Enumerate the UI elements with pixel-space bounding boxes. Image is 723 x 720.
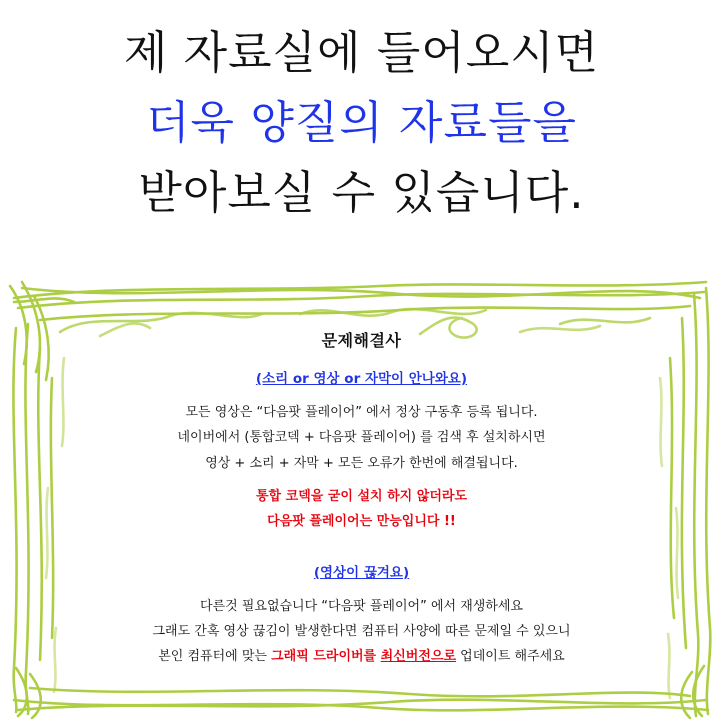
section2-last-prefix: 본인 컴퓨터에 맞는 [158, 649, 272, 665]
section1-line-2: 네이버에서 (통합코덱 + 다음팟 플레이어) 를 검색 후 설치하시면 [177, 430, 546, 446]
headline-line-2: 더욱 양질의 자료들을 [146, 95, 577, 149]
section1-red-line-2: 다음팟 플레이어는 만능입니다 !! [267, 514, 456, 530]
spacer-2 [60, 535, 663, 561]
section2-last-suffix: 업데이트 해주세요 [456, 649, 565, 665]
headline-line-1: 제 자료실에 들어오시면 [123, 26, 600, 79]
section2-heading-text: (영상이 끊겨요) [313, 564, 410, 581]
spacer-1 [60, 476, 663, 484]
section1-heading-text: (소리 or 영상 or 자막이 안나와요) [255, 371, 468, 387]
section1-red-line-1: 통합 코덱을 굳이 설치 하지 않더라도 [256, 489, 467, 505]
section2-last-highlight-1: 그래픽 드라이버를 [271, 649, 381, 665]
section2-heading [60, 561, 663, 581]
section1-line-1: 모든 영상은 “다음팟 플레이어” 에서 정상 구동후 등록 됩니다. [185, 405, 538, 420]
headline-block [0, 0, 723, 227]
section2-last-line [60, 644, 663, 669]
section1-line-3: 영상 + 소리 + 자막 + 모든 오류가 한번에 해결됩니다. [205, 455, 518, 471]
text-panel [60, 328, 663, 670]
panel-title: 문제해결사 [321, 331, 402, 350]
section2-line-2: 그래도 간혹 영상 끊김이 발생한다면 컴퓨터 사양에 따른 문제일 수 있으니 [152, 624, 571, 640]
section1-heading [60, 367, 663, 387]
section2-last-highlight-2: 최신버전으로 [380, 649, 457, 665]
sketch-frame-area [0, 268, 723, 720]
headline-line-3: 받아보실 수 있습니다. [138, 165, 585, 219]
section2-line-1: 다른것 필요없습니다 “다음팟 플레이어” 에서 재생하세요 [200, 598, 523, 614]
